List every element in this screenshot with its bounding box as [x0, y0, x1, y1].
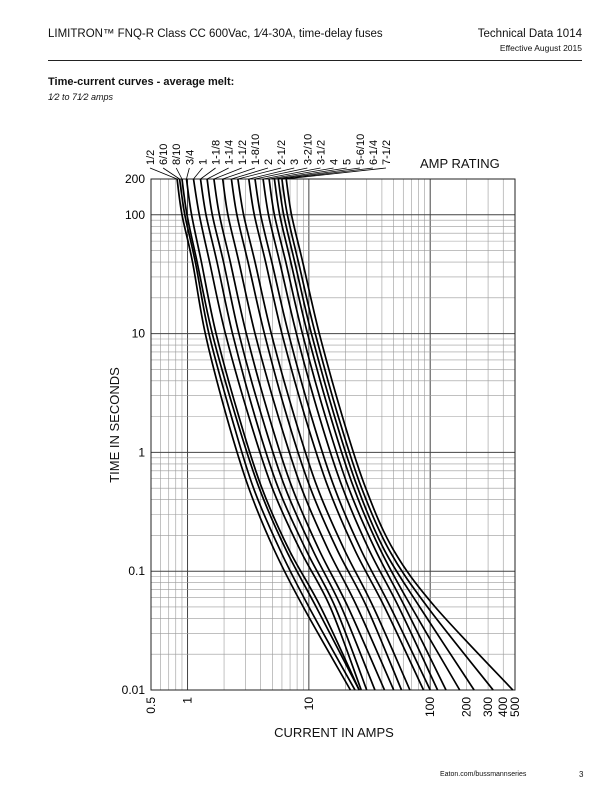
y-tick-label: 10 [131, 326, 145, 341]
x-tick-label: 200 [459, 697, 474, 718]
y-tick-label: 0.1 [128, 564, 145, 579]
rating-leader [150, 168, 177, 179]
x-tick-label: 100 [423, 697, 438, 718]
rating-label: 2-1/2 [276, 139, 289, 165]
y-tick-labels [122, 172, 146, 697]
rating-label: 4 [328, 158, 341, 165]
technical-data-number: Technical Data 1014 [477, 28, 582, 40]
effective-date: Effective August 2015 [499, 43, 582, 53]
y-tick-label: 1 [138, 445, 145, 460]
rating-leader [193, 168, 202, 179]
rating-label: 1-1/2 [236, 139, 249, 165]
section-subtitle: 1⁄2 to 71⁄2 amps [48, 92, 114, 102]
rating-label: 1-1/8 [210, 139, 223, 165]
chart-curves [177, 179, 513, 690]
rating-label: 5-6/10 [354, 133, 367, 165]
x-tick-label: 300 [481, 697, 496, 718]
y-tick-label: 200 [124, 172, 145, 186]
rating-label: 3-1/2 [315, 139, 328, 165]
x-tick-label: 400 [496, 697, 511, 718]
page-number: 3 [579, 770, 584, 779]
document-title: LIMITRON™ FNQ-R Class CC 600Vac, 1⁄4-30A, time-delay fuses [48, 28, 383, 40]
rating-leader [282, 168, 373, 179]
legend-title: AMP RATING [420, 156, 500, 171]
curve-1-8-10 [223, 179, 394, 690]
rating-label: 6/10 [158, 143, 171, 165]
x-tick-label: 500 [508, 697, 522, 718]
x-tick-label: 0.5 [144, 697, 158, 714]
y-axis-label: TIME IN SECONDS [107, 367, 122, 483]
footer-url: Eaton.com/bussmannseries [440, 771, 527, 778]
rating-label: 8/10 [171, 143, 184, 165]
x-tick-label: 10 [301, 697, 316, 711]
amp-rating-labels [145, 134, 393, 179]
rating-label: 3 [289, 158, 302, 165]
rating-leader [238, 168, 281, 179]
rating-label: 5 [341, 158, 354, 165]
rating-label: 1/2 [145, 149, 157, 165]
y-tick-label: 100 [124, 207, 145, 222]
rating-label: 1 [197, 158, 210, 165]
rating-label: 3/4 [184, 149, 197, 165]
section-title: Time-current curves - average melt: [48, 76, 235, 88]
rating-label: 6-1/4 [367, 139, 380, 165]
rating-label: 3-2/10 [302, 133, 315, 165]
x-axis-label: CURRENT IN AMPS [274, 725, 394, 740]
rating-label: 1-8/10 [249, 133, 262, 165]
rating-leader [186, 168, 189, 179]
rating-label: 1-1/4 [223, 139, 236, 165]
curve-4 [269, 179, 446, 690]
curve-3-2-10 [255, 179, 430, 690]
rating-label: 7-1/2 [381, 139, 393, 165]
y-tick-label: 0.01 [121, 683, 145, 697]
x-tick-label: 1 [180, 697, 195, 704]
x-tick-labels [144, 697, 522, 717]
rating-label: 2 [263, 158, 275, 165]
rating-leader [201, 168, 216, 179]
